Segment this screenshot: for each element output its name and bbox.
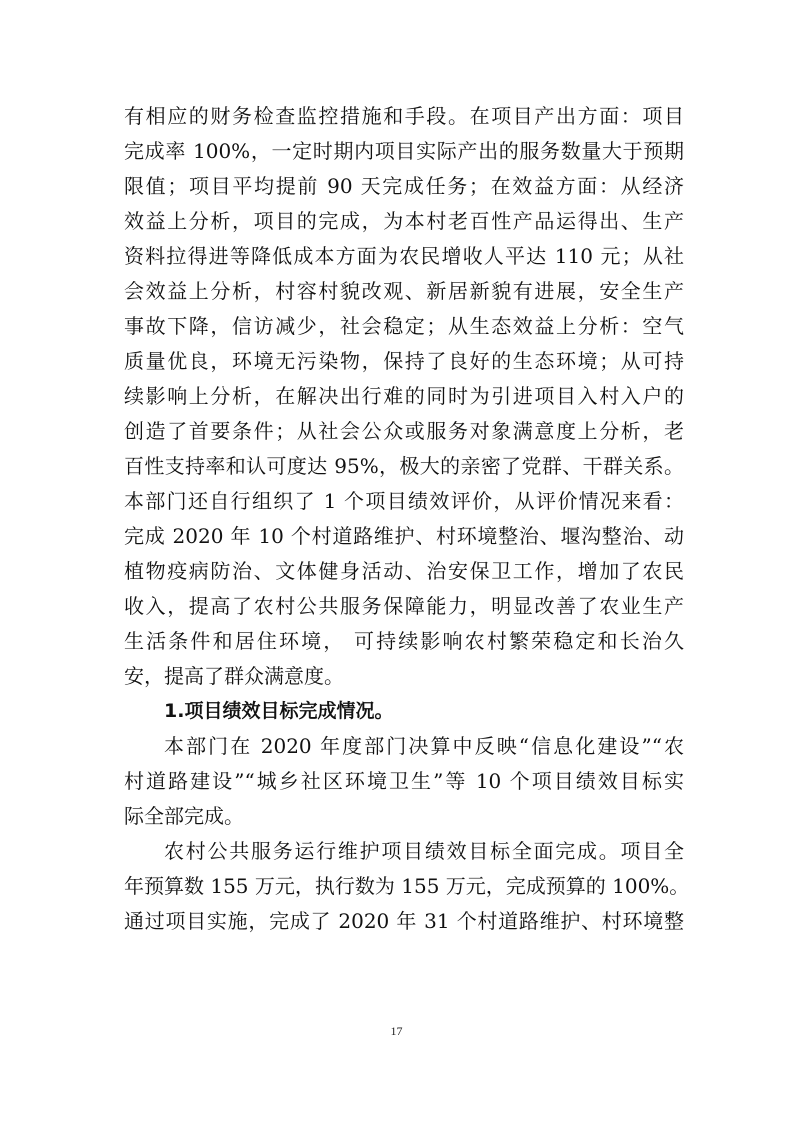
text-line: 际全部完成。 bbox=[124, 804, 244, 828]
section-heading: 1.项目绩效目标完成情况。 bbox=[164, 700, 394, 722]
text-line: 效益上分析，项目的完成，为本村老百性产品运得出、生产 bbox=[124, 209, 684, 233]
text-line: 百性支持率和认可度达 95%，极大的亲密了党群、干群关系。 bbox=[124, 454, 684, 478]
text-line: 生活条件和居住环境， 可持续影响农村繁荣稳定和长治久 bbox=[124, 629, 684, 653]
text-line: 会效益上分析，村容村貌改观、新居新貌有进展，安全生产 bbox=[124, 279, 684, 303]
text-line: 完成率 100%，一定时期内项目实际产出的服务数量大于预期 bbox=[124, 139, 684, 163]
text-line: 村道路建设”“城乡社区环境卫生”等 10 个项目绩效目标实 bbox=[124, 769, 684, 793]
text-line: 通过项目实施，完成了 2020 年 31 个村道路维护、村环境整 bbox=[124, 909, 684, 933]
text-line: 年预算数 155 万元，执行数为 155 万元，完成预算的 100%。 bbox=[124, 874, 690, 898]
text-line: 植物疫病防治、文体健身活动、治安保卫工作，增加了农民 bbox=[124, 559, 684, 583]
text-line: 限值；项目平均提前 90 天完成任务；在效益方面：从经济 bbox=[124, 174, 684, 198]
text-line: 完成 2020 年 10 个村道路维护、村环境整治、堰沟整治、动 bbox=[124, 524, 684, 548]
page-number: 17 bbox=[390, 1024, 403, 1038]
text-line: 续影响上分析，在解决出行难的同时为引进项目入村入户的 bbox=[124, 384, 684, 408]
text-line: 有相应的财务检查监控措施和手段。在项目产出方面：项目 bbox=[124, 104, 684, 128]
text-line: 创造了首要条件；从社会公众或服务对象满意度上分析，老 bbox=[124, 419, 684, 443]
text-line: 事故下降，信访减少，社会稳定；从生态效益上分析：空气 bbox=[124, 314, 684, 338]
body-text bbox=[124, 99, 690, 939]
text-line: 质量优良，环境无污染物，保持了良好的生态环境；从可持 bbox=[124, 349, 684, 373]
text-line: 本部门还自行组织了 1 个项目绩效评价，从评价情况来看： bbox=[124, 489, 684, 513]
text-line: 资料拉得进等降低成本方面为农民增收人平达 110 元；从社 bbox=[124, 244, 684, 268]
text-line: 本部门在 2020 年度部门决算中反映“信息化建设”“农 bbox=[164, 734, 684, 758]
text-line: 收入，提高了农村公共服务保障能力，明显改善了农业生产 bbox=[124, 594, 684, 618]
text-line: 农村公共服务运行维护项目绩效目标全面完成。项目全 bbox=[164, 839, 684, 863]
text-line: 安，提高了群众满意度。 bbox=[124, 664, 344, 688]
